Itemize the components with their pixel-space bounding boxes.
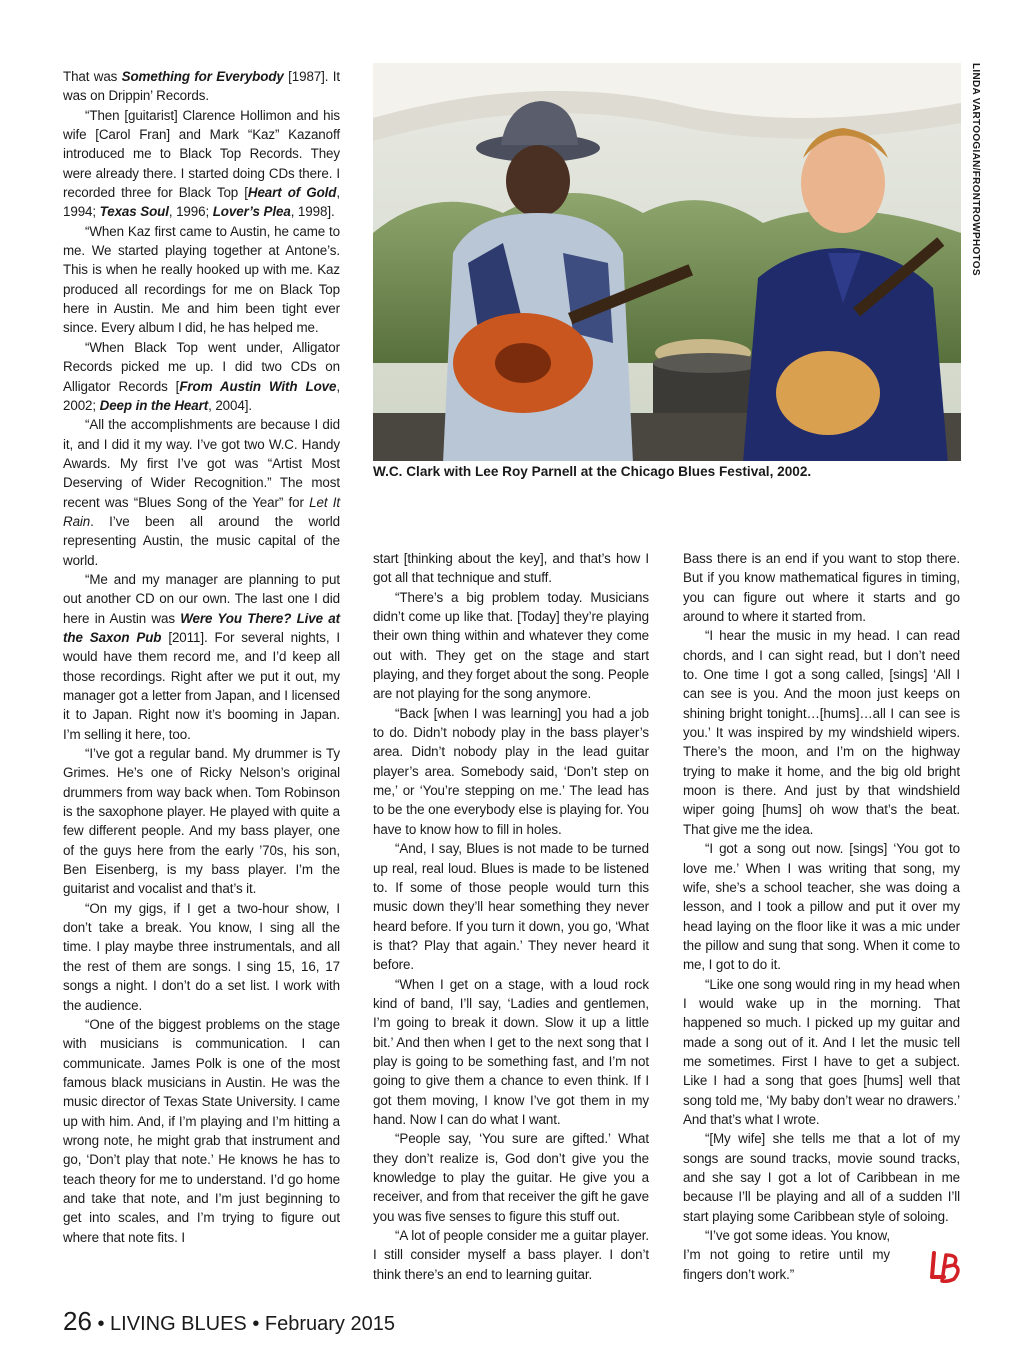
text-run: “Me and my manager are planning to put out another CD on our own. The last one I did here in Austin was xyxy=(63,571,340,626)
paragraph: “When I get on a stage, with a loud rock kind of band, I’ll say, ‘Ladies and gentlemen, I’m going to break it down. Slow it up a little bit.’ And then when I get to the next song that I play is going to be something fast, and I’m not going to give them a chance to even think. If I got them moving, I know I’ve got them in my hand. Now I can do what I want. xyxy=(373,976,649,1127)
magazine-name: LIVING BLUES xyxy=(110,1313,247,1335)
article-column-3 xyxy=(683,549,960,1284)
text-run: “When Black Top went under, Alligator Records picked me up. I did two CDs on Alligator Records [ xyxy=(63,339,340,394)
album-title: Texas Soul xyxy=(99,204,169,220)
paragraph: “And, I say, Blues is not made to be turned up real, real loud. Blues is made to be listened to. If some of those people would turn this music down they’ll hear something they never heard before. If you turn it down, you go, ‘What is that? Play that again.’ They never heard it before. xyxy=(373,841,649,973)
text-run: “All the accomplishments are because I did it, and I did it my way. I’ve got two W.C. Handy Awards. My first I’ve got was “Artist Most Deserving of Wider Recognition.” The most recent was “Blues Song of the Year” for xyxy=(63,417,340,510)
footer-separator: • xyxy=(91,1313,111,1335)
text-run: , 1998]. xyxy=(290,204,335,220)
text-run: , 1996; xyxy=(168,204,213,220)
paragraph xyxy=(63,415,340,570)
album-title: Something for Everybody xyxy=(121,69,284,84)
article-photo xyxy=(373,63,961,461)
album-title: Heart of Gold xyxy=(247,185,337,201)
text-run: That was xyxy=(63,69,122,84)
paragraph: “[My wife] she tells me that a lot of my songs are sound tracks, movie sound tracks, and she say I got a lot of Caribbean in me because I’ll be playing and all of a sudden I’ll start playing some Caribbean style of soloing. xyxy=(683,1131,960,1224)
footer-separator: • xyxy=(246,1313,265,1335)
lb-logo-icon xyxy=(928,1249,964,1285)
photo-credit: LINDA VARTOOGIAN/FRONTROWPHOTOS xyxy=(970,63,981,276)
album-title: Lover’s Plea xyxy=(212,204,291,220)
concert-photo-illustration xyxy=(373,63,961,461)
paragraph: “People say, ‘You sure are gifted.’ What they don’t realize is, God don’t give you the knowledge to play the guitar. He give you a receiver, and from that receiver the gift he gave you was five senses to figure this stuff out. xyxy=(373,1131,649,1224)
text-run: “Then [guitarist] Clarence Hollimon and his wife [Carol Fran] and Mark “Kaz” Kazanoff introduced me to Black Top Records. They were already there. I started doing CDs there. I recorded three for Black Top [ xyxy=(63,107,340,201)
paragraph xyxy=(63,338,340,415)
paragraph: “On my gigs, if I get a two-hour show, I don’t take a break. You know, I sing all the time. I play maybe three instrumentals, and all the rest of them are songs. I sing 15, 16, 17 songs a night. I don’t do a set list. I work with the audience. xyxy=(63,900,340,1013)
paragraph: start [thinking about the key], and that’s how I got all that technique and stuff. xyxy=(373,551,649,586)
text-run: , 1994; xyxy=(63,185,340,220)
text-run: [1987]. It was on Drippin’ Records. xyxy=(63,69,340,104)
page-footer xyxy=(63,1306,395,1337)
paragraph: “I hear the music in my head. I can read chords, and I can sight read, but I don’t need to. One time I got a song called, [sings] ‘All I can see is you. And the moon just keeps on shining bright tonight…[hums]…all I can see is you.’ It was inspired by my windshield wipers. There’s the moon, and I’m on the highway trying to make it home, and the big old bright moon is there. And just by that windshield wiper going [hums] oh wow that’s the beat. That give me the idea. xyxy=(683,628,960,837)
song-title: Let It Rain xyxy=(63,494,340,529)
paragraph: “When Kaz first came to Austin, he came to me. We started playing together at Antone’s. This is when he really hooked up with me. Kaz produced all recordings for me on Black Top here in Austin. Me and him been tight ever since. Every album I did, he has helped me. xyxy=(63,223,340,336)
paragraph: “There’s a big problem today. Musicians didn’t come up like that. [Today] they’re playing their own thing within and whatever they come out with. They get on the stage and start playing, and they forget about the song. People are not playing for the song anymore. xyxy=(373,589,649,702)
text-run: , 2004]. xyxy=(208,397,252,413)
paragraph: “Back [when I was learning] you had a job to do. Didn’t nobody play in the bass player’s area. Didn’t nobody play in the lead guitar player’s area. Somebody said, ‘Don’t step on me,’ or ‘You’re stepping on me.’ The lead has to be the one everybody else is playing for. You have to know how to fill in holes. xyxy=(373,705,649,837)
text-run: [2011]. For several nights, I would have them record me, and I’d keep all those recordings. Right after we put it out, my manager got a letter from Japan, and I licensed it to Japan. Right now it’s booming in Japan. I’m selling it here, too. xyxy=(63,629,341,742)
paragraph: “I’ve got a regular band. My drummer is Ty Grimes. He’s one of Ricky Nelson’s original drummers from way back when. Tom Robinson is the saxophone player. He played with quite a few different people. And my bass player, one of the guys here from the early ’70s, his son, Ben Eisenberg, is my bass player. I’m the guitarist and vocalist and that’s it. xyxy=(63,746,340,897)
paragraph: “I got a song out now. [sings] ‘You got to love me.’ When I was writing that song, my wife, she’s a school teacher, she was doing a lesson, and I took a pillow and put it over my head laying on the floor like it was a mic under the pillow and sung that song. When it come to me, I got to do it. xyxy=(683,841,960,973)
article-column-1 xyxy=(63,67,340,1247)
paragraph: “A lot of people consider me a guitar player. I still consider myself a bass player. I don’t think there’s an end to learning guitar. xyxy=(373,1228,649,1282)
paragraph xyxy=(63,67,340,106)
album-title: From Austin With Love xyxy=(179,378,337,394)
page-number: 26 xyxy=(63,1306,92,1336)
photo-caption: W.C. Clark with Lee Roy Parnell at the Chicago Blues Festival, 2002. xyxy=(373,464,812,479)
issue-date: February 2015 xyxy=(264,1313,395,1335)
article-column-2 xyxy=(373,549,649,1284)
paragraph: “Like one song would ring in my head when I would wake up in the morning. That happened so much. I picked up my guitar and made a song out of it. And I let the music tell me sometimes. First I have to get a subject. Like I had a song that goes [hums] well that song told me, ‘My baby don’t wear no drawers.’ And that’s what I wrote. xyxy=(683,976,960,1127)
album-title: Were You There? Live at the Saxon Pub xyxy=(63,610,341,645)
paragraph: Bass there is an end if you want to stop there. But if you know mathematical figures in timing, you can figure out where it starts and go around to where it started from. xyxy=(683,551,960,625)
paragraph xyxy=(63,106,340,222)
text-run: , 2002; xyxy=(63,378,340,413)
album-title: Deep in the Heart xyxy=(99,397,209,413)
paragraph xyxy=(63,570,340,744)
paragraph: “I’ve got some ideas. You know, I’m not going to retire until my fingers don’t work.” xyxy=(683,1228,890,1282)
text-run: . I’ve been all around the world representing Austin, the music capital of the world. xyxy=(63,513,340,568)
paragraph: “One of the biggest problems on the stage with musicians is communication. I can communicate. James Polk is one of the most famous black musicians in Austin. He was the music director of Texas State University. I came up with him. And, if I’m playing and I’m hitting a wrong note, he might grab that instrument and go, ‘Don’t play that note.’ He knows he has to teach theory for me to understand. I’d go home and take that note, and I’m just beginning to get into scales, and I’m trying to figure out where that note fits. I xyxy=(63,1016,340,1245)
